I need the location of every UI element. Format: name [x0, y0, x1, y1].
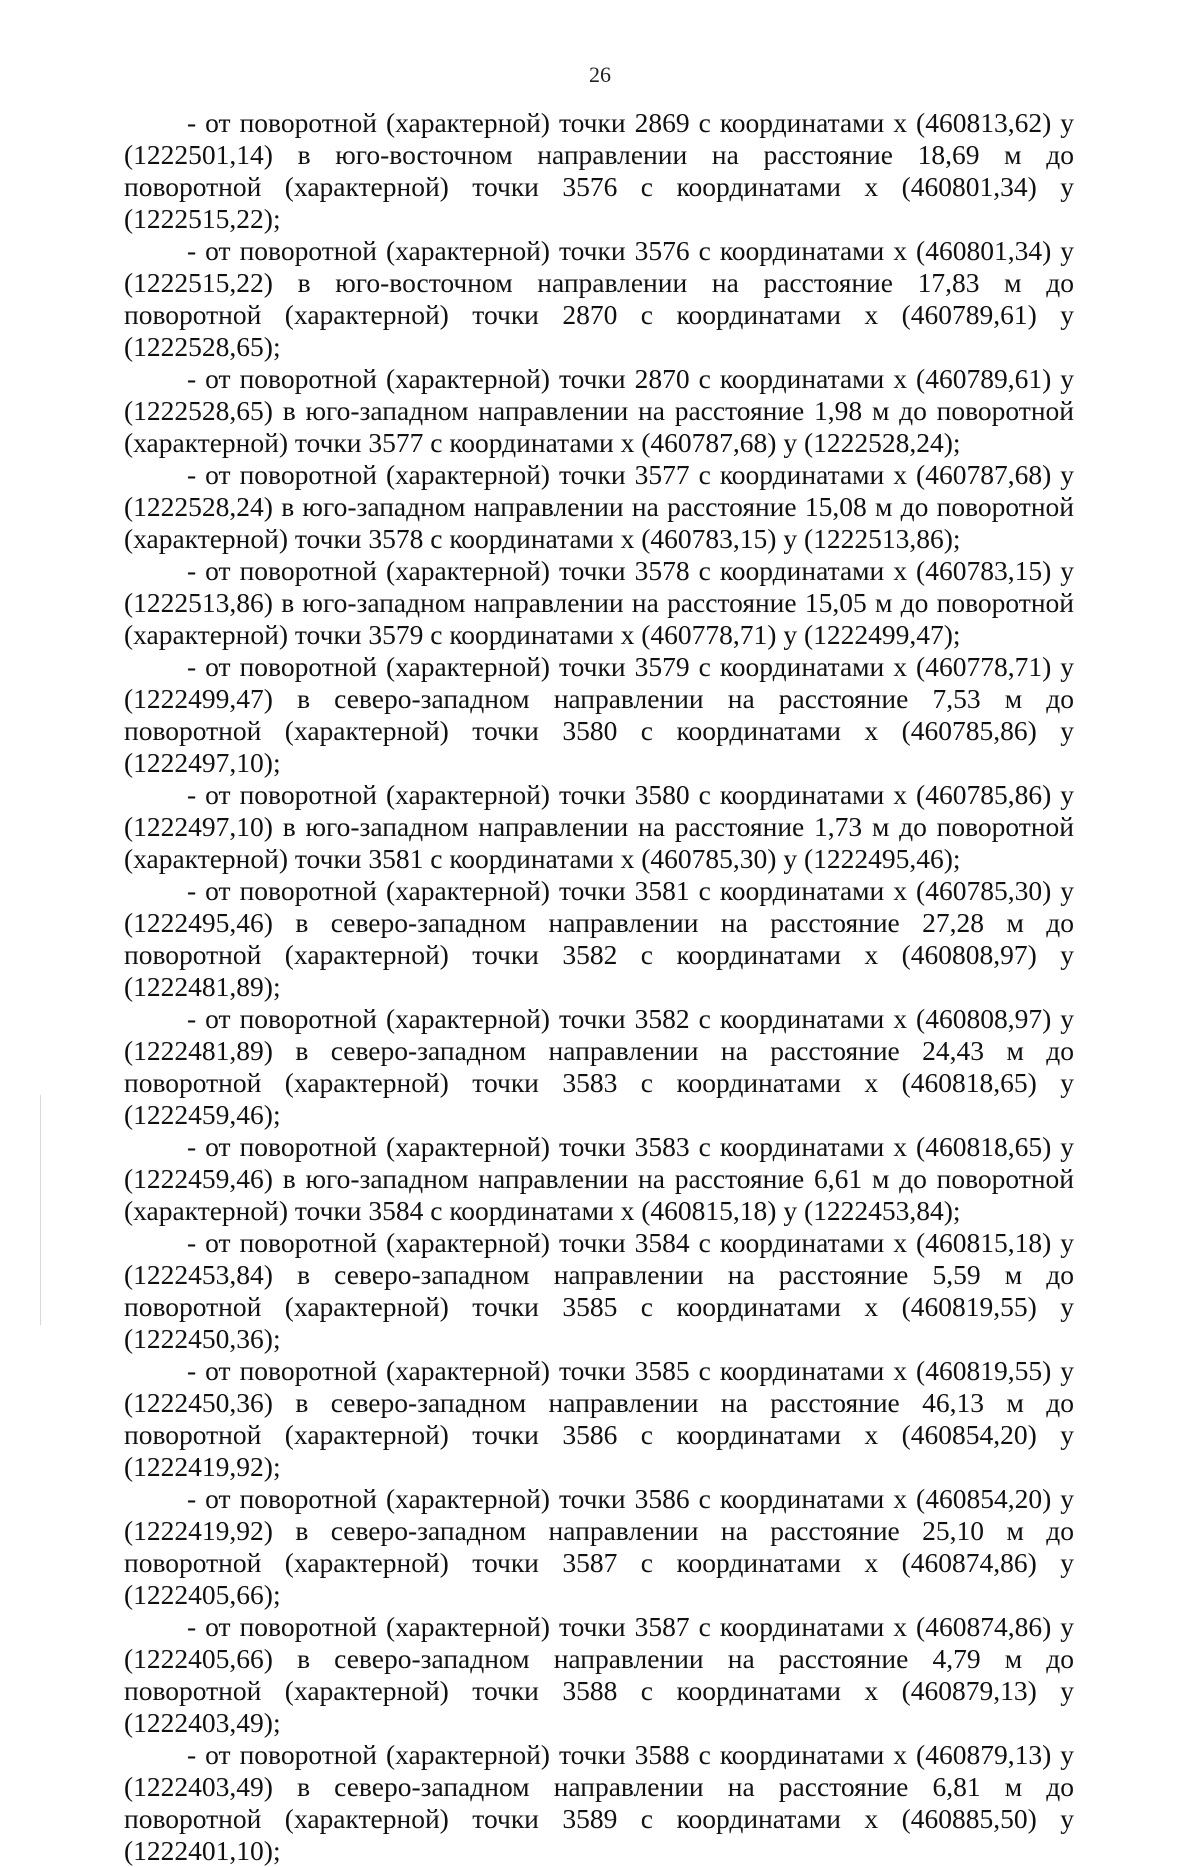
boundary-paragraph: - от поворотной (характерной) точки 3582 с координатами x (460808,97) y (1222481,89) в северо-западном направлении на расстояние 24,43 м до поворотной (характерной) точки 3583 с координатами x (460818,65) y (1222459,46);: [124, 1003, 1074, 1130]
page-number: 26: [589, 62, 611, 87]
boundary-paragraph: - от поворотной (характерной) точки 2869 с координатами x (460813,62) y (1222501,14) в юго-восточном направлении на расстояние 18,69 м до поворотной (характерной) точки 3576 с координатами x (460801,34) y (1222515,22);: [124, 107, 1074, 234]
scan-margin-line: [40, 1095, 41, 1325]
boundary-paragraph: - от поворотной (характерной) точки 3580 с координатами x (460785,86) y (1222497,10) в юго-западном направлении на расстояние 1,73 м до поворотной (характерной) точки 3581 с координатами x (460785,30) y (1222495,46);: [124, 779, 1074, 874]
boundary-paragraph: - от поворотной (характерной) точки 3586 с координатами x (460854,20) y (1222419,92) в северо-западном направлении на расстояние 25,10 м до поворотной (характерной) точки 3587 с координатами x (460874,86) y (1222405,66);: [124, 1483, 1074, 1610]
boundary-paragraph: - от поворотной (характерной) точки 3579 с координатами x (460778,71) y (1222499,47) в северо-западном направлении на расстояние 7,53 м до поворотной (характерной) точки 3580 с координатами x (460785,86) y (1222497,10);: [124, 651, 1074, 778]
boundary-paragraph: - от поворотной (характерной) точки 3577 с координатами x (460787,68) y (1222528,24) в юго-западном направлении на расстояние 15,08 м до поворотной (характерной) точки 3578 с координатами x (460783,15) y (1222513,86);: [124, 459, 1074, 554]
boundary-paragraph: - от поворотной (характерной) точки 3587 с координатами x (460874,86) y (1222405,66) в северо-западном направлении на расстояние 4,79 м до поворотной (характерной) точки 3588 с координатами x (460879,13) y (1222403,49);: [124, 1611, 1074, 1738]
boundary-paragraph: - от поворотной (характерной) точки 2870 с координатами x (460789,61) y (1222528,65) в юго-западном направлении на расстояние 1,98 м до поворотной (характерной) точки 3577 с координатами x (460787,68) y (1222528,24);: [124, 363, 1074, 458]
boundary-paragraph: - от поворотной (характерной) точки 3581 с координатами x (460785,30) y (1222495,46) в северо-западном направлении на расстояние 27,28 м до поворотной (характерной) точки 3582 с координатами x (460808,97) y (1222481,89);: [124, 875, 1074, 1002]
boundary-paragraph: - от поворотной (характерной) точки 3588 с координатами x (460879,13) y (1222403,49) в северо-западном направлении на расстояние 6,81 м до поворотной (характерной) точки 3589 с координатами x (460885,50) y (1222401,10);: [124, 1739, 1074, 1866]
document-body: [124, 107, 1074, 1867]
boundary-paragraph: - от поворотной (характерной) точки 3584 с координатами x (460815,18) y (1222453,84) в северо-западном направлении на расстояние 5,59 м до поворотной (характерной) точки 3585 с координатами x (460819,55) y (1222450,36);: [124, 1227, 1074, 1354]
boundary-paragraph: - от поворотной (характерной) точки 3578 с координатами x (460783,15) y (1222513,86) в юго-западном направлении на расстояние 15,05 м до поворотной (характерной) точки 3579 с координатами x (460778,71) y (1222499,47);: [124, 555, 1074, 650]
boundary-paragraph: - от поворотной (характерной) точки 3576 с координатами x (460801,34) y (1222515,22) в юго-восточном направлении на расстояние 17,83 м до поворотной (характерной) точки 2870 с координатами x (460789,61) y (1222528,65);: [124, 235, 1074, 362]
boundary-paragraph: - от поворотной (характерной) точки 3585 с координатами x (460819,55) y (1222450,36) в северо-западном направлении на расстояние 46,13 м до поворотной (характерной) точки 3586 с координатами x (460854,20) y (1222419,92);: [124, 1355, 1074, 1482]
boundary-paragraph: - от поворотной (характерной) точки 3583 с координатами x (460818,65) y (1222459,46) в юго-западном направлении на расстояние 6,61 м до поворотной (характерной) точки 3584 с координатами x (460815,18) y (1222453,84);: [124, 1131, 1074, 1226]
